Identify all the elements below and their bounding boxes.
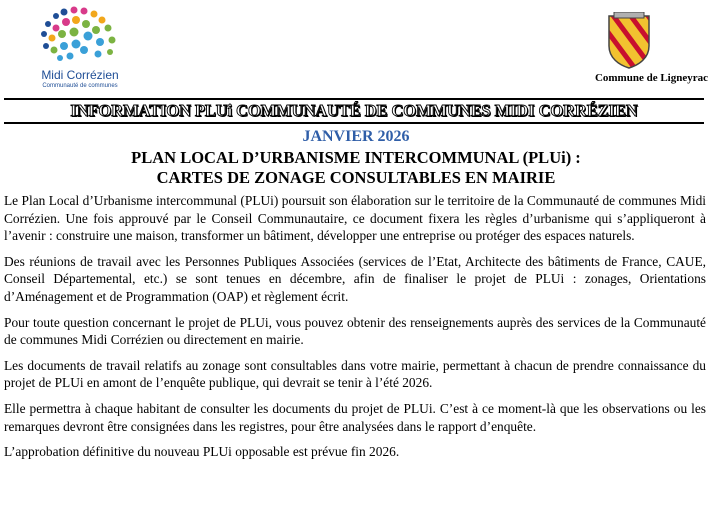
- logo-name: Midi Corrézien: [41, 68, 119, 82]
- article-body: [4, 192, 706, 469]
- page-title: [0, 148, 712, 188]
- title-line-1: PLAN LOCAL D’URBANISME INTERCOMMUNAL (PLUi) :: [131, 148, 581, 167]
- coat-of-arms-icon: [606, 12, 652, 70]
- commune-name: Commune de Ligneyrac: [594, 72, 708, 84]
- paragraph: Des réunions de travail avec les Personnes Publiques Associées (services de l’Etat, Architecte des bâtiments de France, CAUE, Conseil Départemental, etc.) se sont tenues en décembre, afin de finaliser le projet de PLUi : zonages, Orientations d’Aménagement et de Programmation (OAP) et règlement écrit.: [4, 253, 706, 304]
- paragraph: Les documents de travail relatifs au zonage sont consultables dans votre mairie, permettant à chacun de prendre connaissance du projet de PLUi en amont de l’enquête publique, qui devrait se tenir à l’été 2026.: [4, 357, 706, 391]
- paragraph: Elle permettra à chaque habitant de consulter les documents du projet de PLUi. C’est à ce moment-là que les observations ou les remarques devront être consignées dans les registres, pour être analysées dans le rapport d’enquête.: [4, 400, 706, 434]
- paragraph: Le Plan Local d’Urbanisme intercommunal (PLUi) poursuit son élaboration sur le territoire de la Communauté de communes Midi Corrézien. Une fois approuvé par le Conseil Communautaire, ce document fixera les règles d’urbanisme qui s’appliqueront à l’avenir : construire une maison, transformer un bâtiment, développer une entreprise ou protéger des espaces naturels.: [4, 193, 706, 244]
- banner-text: INFORMATION PLUi COMMUNAUTÉ DE COMMUNES MIDI CORRÉZIEN: [70, 101, 638, 120]
- info-banner: [4, 98, 704, 124]
- dots-emblem-icon: [34, 6, 126, 66]
- logo-subtitle: Communauté de communes: [42, 83, 118, 89]
- date-heading: JANVIER 2026: [302, 128, 410, 145]
- paragraph: L’approbation définitive du nouveau PLUi opposable est prévue fin 2026.: [4, 444, 400, 460]
- title-line-2: CARTES DE ZONAGE CONSULTABLES EN MAIRIE: [156, 168, 556, 187]
- paragraph: Pour toute question concernant le projet de PLUi, vous pouvez obtenir des renseignements auprès des services de la Communauté de communes Midi Corrézien ou directement en mairie.: [4, 314, 706, 348]
- midi-correzien-logo: [30, 6, 130, 92]
